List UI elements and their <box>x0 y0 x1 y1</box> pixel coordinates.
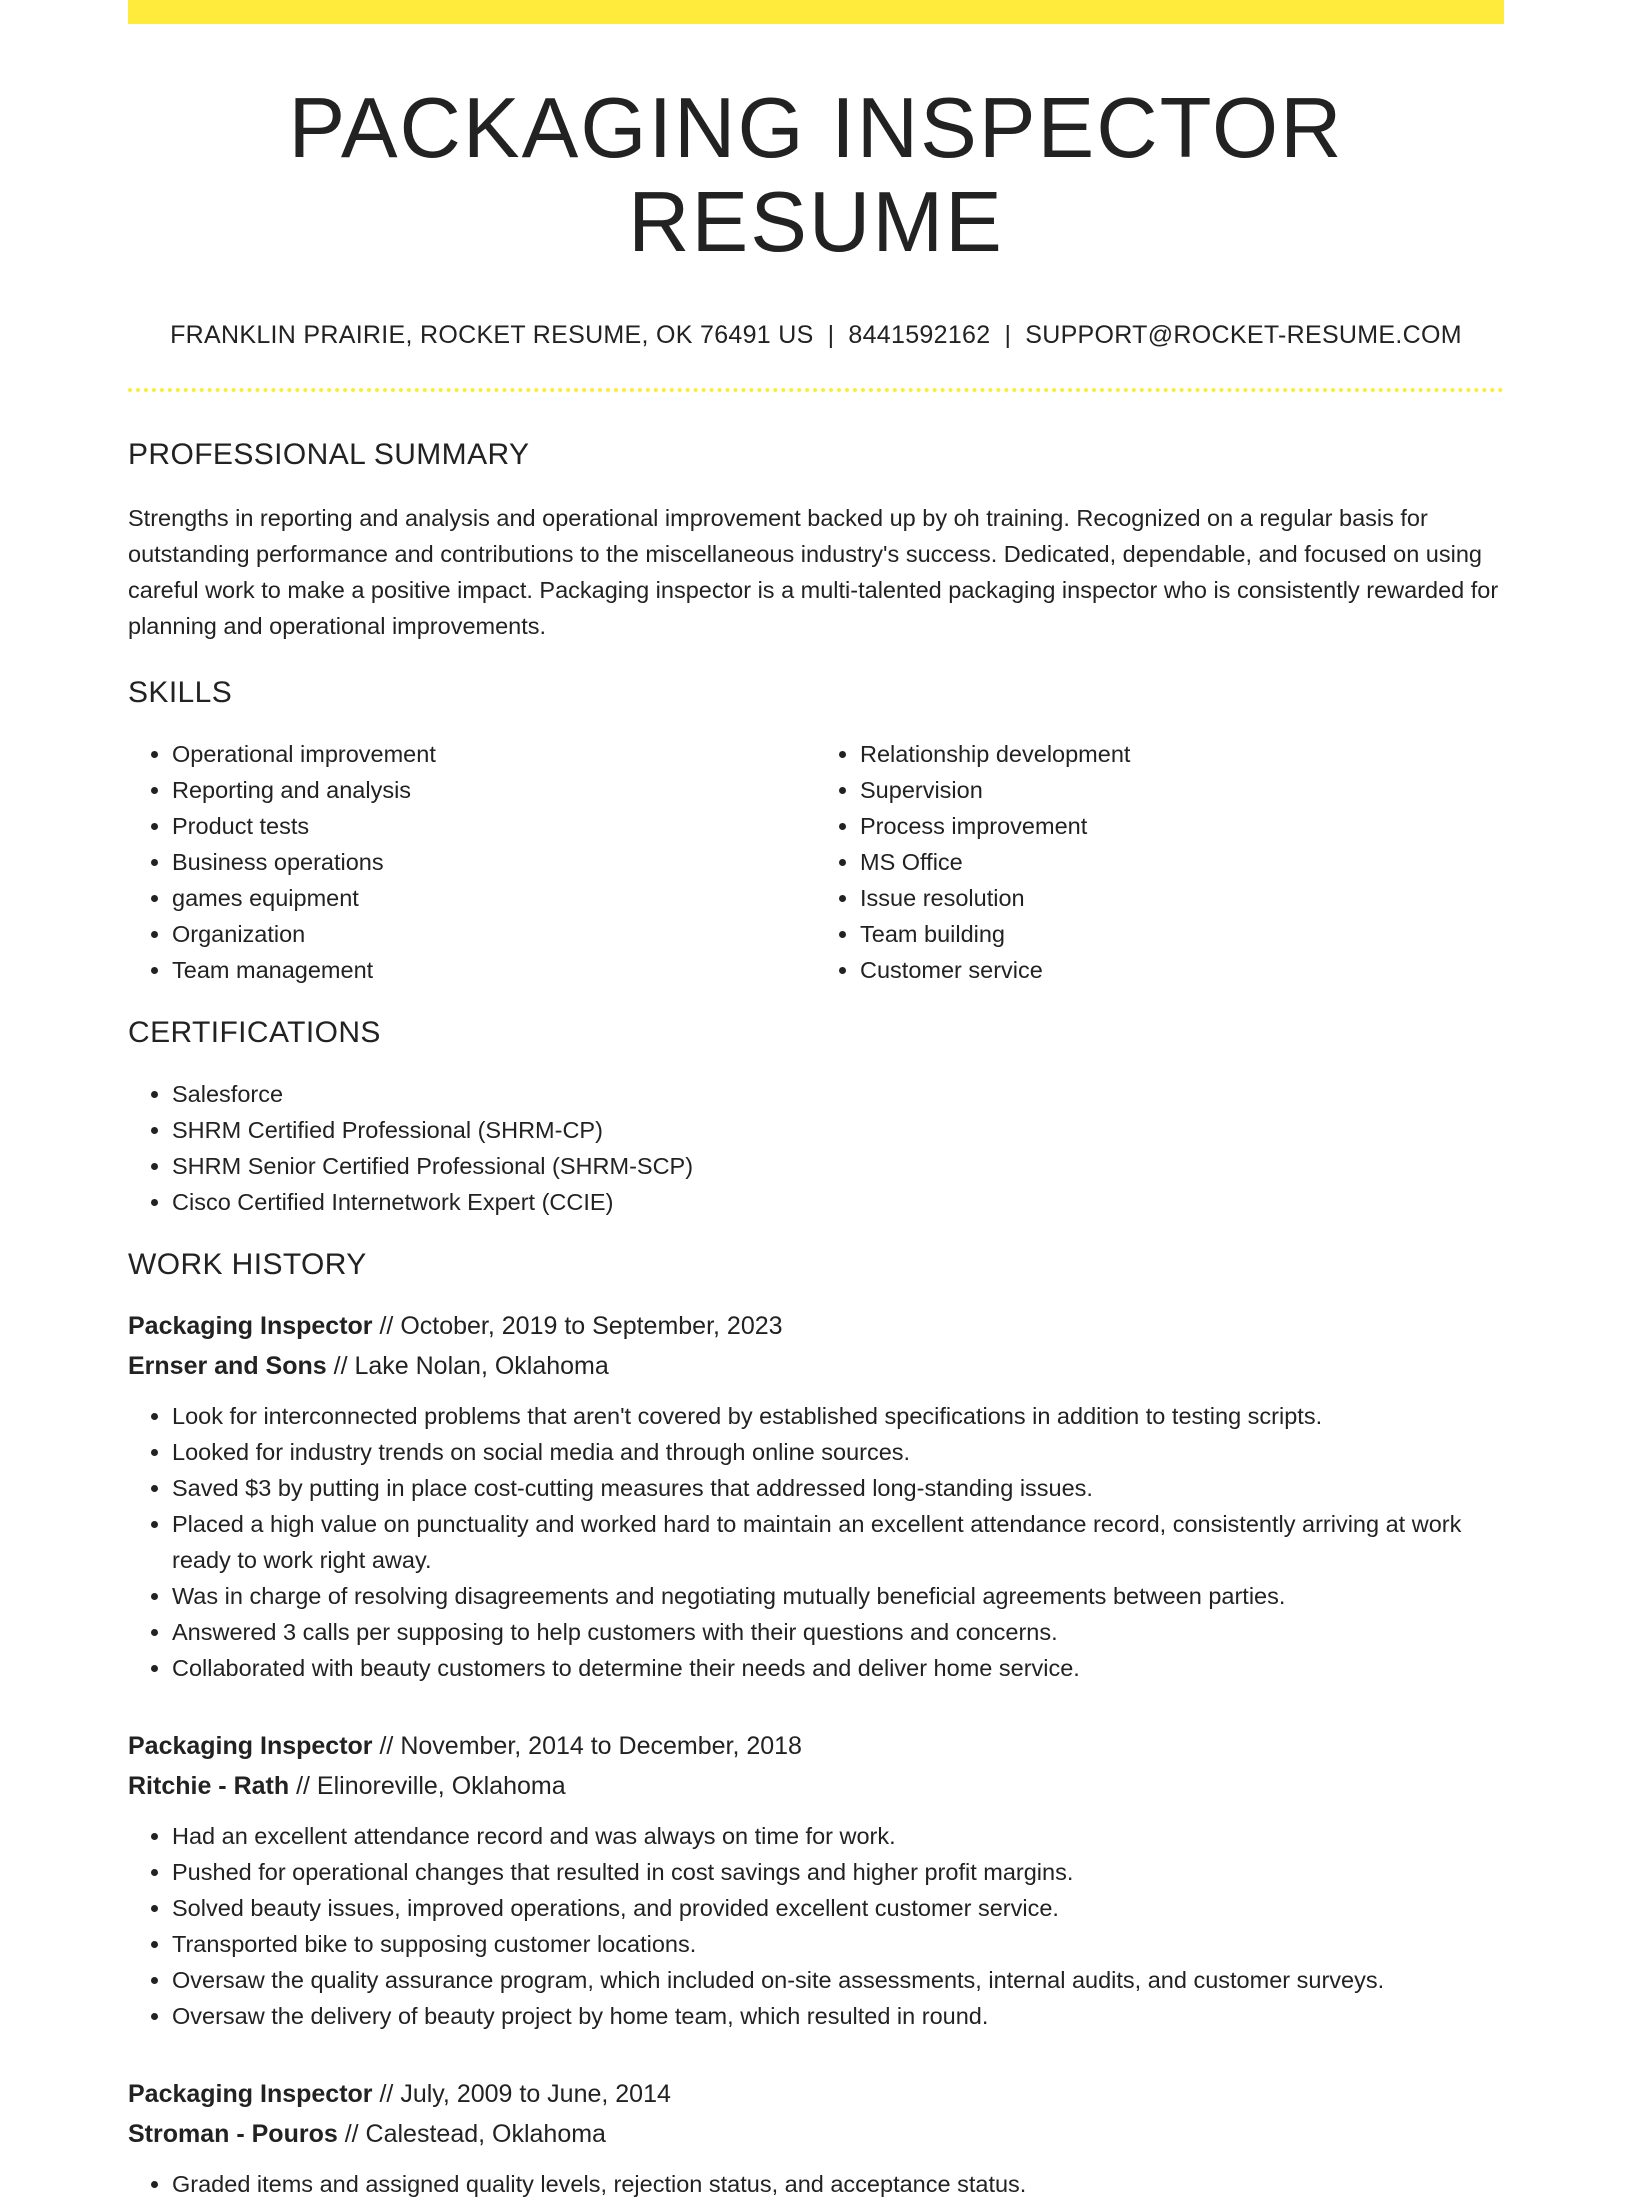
job-bullets <box>128 1398 1504 1686</box>
certification-item: • SHRM Senior Certified Professional (SHRM-SCP) <box>172 1148 1504 1184</box>
job-title: Packaging Inspector <box>128 1732 373 1760</box>
job-title: Packaging Inspector <box>128 1312 373 1340</box>
skill-item: • MS Office <box>860 844 1504 880</box>
job-title-line <box>128 2074 1504 2114</box>
job-entry <box>128 2074 1504 2202</box>
skills-heading: SKILLS <box>128 676 233 709</box>
certification-item: • SHRM Certified Professional (SHRM-CP) <box>172 1112 1504 1148</box>
job-bullet: • Solved beauty issues, improved operations, and provided excellent customer service. <box>172 1890 1504 1926</box>
skills-list-right <box>816 736 1504 988</box>
job-divider: // <box>289 1772 317 1800</box>
dotted-divider <box>128 388 1504 392</box>
job-divider: // <box>372 2080 401 2108</box>
contact-separator: | <box>1004 321 1012 349</box>
job-company-line <box>128 1766 1504 1806</box>
job-company: Ernser and Sons <box>128 1352 327 1380</box>
job-bullet: • Looked for industry trends on social media and through online sources. <box>172 1434 1504 1470</box>
job-dates: October, 2019 to September, 2023 <box>400 1312 783 1340</box>
skill-item: • Organization <box>172 916 816 952</box>
skill-item: • Relationship development <box>860 736 1504 772</box>
job-bullet: • Placed a high value on punctuality and worked hard to maintain an excellent attendance record, consistently arriving at work ready to work right away. <box>172 1506 1504 1578</box>
job-dates: July, 2009 to June, 2014 <box>400 2080 671 2108</box>
skills-columns <box>128 736 1504 988</box>
resume-title: PACKAGING INSPECTOR RESUME <box>288 81 1344 270</box>
resume-page <box>128 0 1504 2202</box>
job-divider: // <box>372 1732 401 1760</box>
job-company-line <box>128 2114 1504 2154</box>
certifications-heading: CERTIFICATIONS <box>128 1016 381 1049</box>
job-divider: // <box>372 1312 401 1340</box>
job-location: Lake Nolan, Oklahoma <box>354 1352 609 1380</box>
skill-item: • games equipment <box>172 880 816 916</box>
certification-item: • Salesforce <box>172 1076 1504 1112</box>
contact-phone[interactable]: 8441592162 <box>848 321 991 349</box>
skill-item: • Product tests <box>172 808 816 844</box>
job-bullets <box>128 1818 1504 2034</box>
contact-address: FRANKLIN PRAIRIE, ROCKET RESUME, OK 76491 US <box>170 321 814 349</box>
skill-item: • Reporting and analysis <box>172 772 816 808</box>
skill-item: • Business operations <box>172 844 816 880</box>
job-title-line <box>128 1726 1504 1766</box>
contact-email[interactable]: SUPPORT@ROCKET-RESUME.COM <box>1025 321 1462 349</box>
top-accent-bar <box>128 0 1504 24</box>
job-location: Elinoreville, Oklahoma <box>316 1772 566 1800</box>
job-company: Ritchie - Rath <box>128 1772 290 1800</box>
skill-item: • Operational improvement <box>172 736 816 772</box>
job-company: Stroman - Pouros <box>128 2120 338 2148</box>
job-divider: // <box>326 1352 355 1380</box>
job-entry <box>128 1726 1504 2034</box>
job-title-line <box>128 1306 1504 1346</box>
job-bullet: • Pushed for operational changes that resulted in cost savings and higher profit margins. <box>172 1854 1504 1890</box>
job-bullet: • Oversaw the quality assurance program, which included on-site assessments, internal audits, and customer surveys. <box>172 1962 1504 1998</box>
skills-list-left <box>128 736 816 988</box>
job-divider: // <box>337 2120 366 2148</box>
skill-item: • Team management <box>172 952 816 988</box>
job-bullet: • Had an excellent attendance record and was always on time for work. <box>172 1818 1504 1854</box>
summary-text: Strengths in reporting and analysis and operational improvement backed up by oh training. Recognized on a regular basis for outstanding performance and contributions to the miscellaneous industry's success. Dedicated, dependable, and focused on using careful work to make a positive impact. Packaging inspector is a multi-talented packaging inspector who is consistently rewarded for planning and operational improvements. <box>128 505 1499 639</box>
certifications-list <box>128 1076 1504 1220</box>
job-bullet: • Oversaw the delivery of beauty project by home team, which resulted in round. <box>172 1998 1504 2034</box>
skill-item: • Team building <box>860 916 1504 952</box>
skill-item: • Issue resolution <box>860 880 1504 916</box>
job-bullet: • Was in charge of resolving disagreements and negotiating mutually beneficial agreements between parties. <box>172 1578 1504 1614</box>
job-entry <box>128 1306 1504 1686</box>
summary-heading: PROFESSIONAL SUMMARY <box>128 438 530 471</box>
skill-item: • Supervision <box>860 772 1504 808</box>
job-bullets <box>128 2166 1504 2202</box>
contact-line <box>128 321 1504 350</box>
job-title: Packaging Inspector <box>128 2080 373 2108</box>
work-history-heading: WORK HISTORY <box>128 1248 367 1281</box>
job-bullet: • Look for interconnected problems that aren't covered by established specifications in addition to testing scripts. <box>172 1398 1504 1434</box>
contact-separator: | <box>827 321 835 349</box>
job-company-line <box>128 1346 1504 1386</box>
certification-item: • Cisco Certified Internetwork Expert (CCIE) <box>172 1184 1504 1220</box>
skill-item: • Customer service <box>860 952 1504 988</box>
job-bullet: • Transported bike to supposing customer locations. <box>172 1926 1504 1962</box>
job-location: Calestead, Oklahoma <box>365 2120 606 2148</box>
skill-item: • Process improvement <box>860 808 1504 844</box>
job-bullet: • Collaborated with beauty customers to determine their needs and deliver home service. <box>172 1650 1504 1686</box>
job-bullet: • Graded items and assigned quality levels, rejection status, and acceptance status. <box>172 2166 1504 2202</box>
job-dates: November, 2014 to December, 2018 <box>400 1732 802 1760</box>
job-bullet: • Answered 3 calls per supposing to help customers with their questions and concerns. <box>172 1614 1504 1650</box>
job-bullet: • Saved $3 by putting in place cost-cutting measures that addressed long-standing issues. <box>172 1470 1504 1506</box>
